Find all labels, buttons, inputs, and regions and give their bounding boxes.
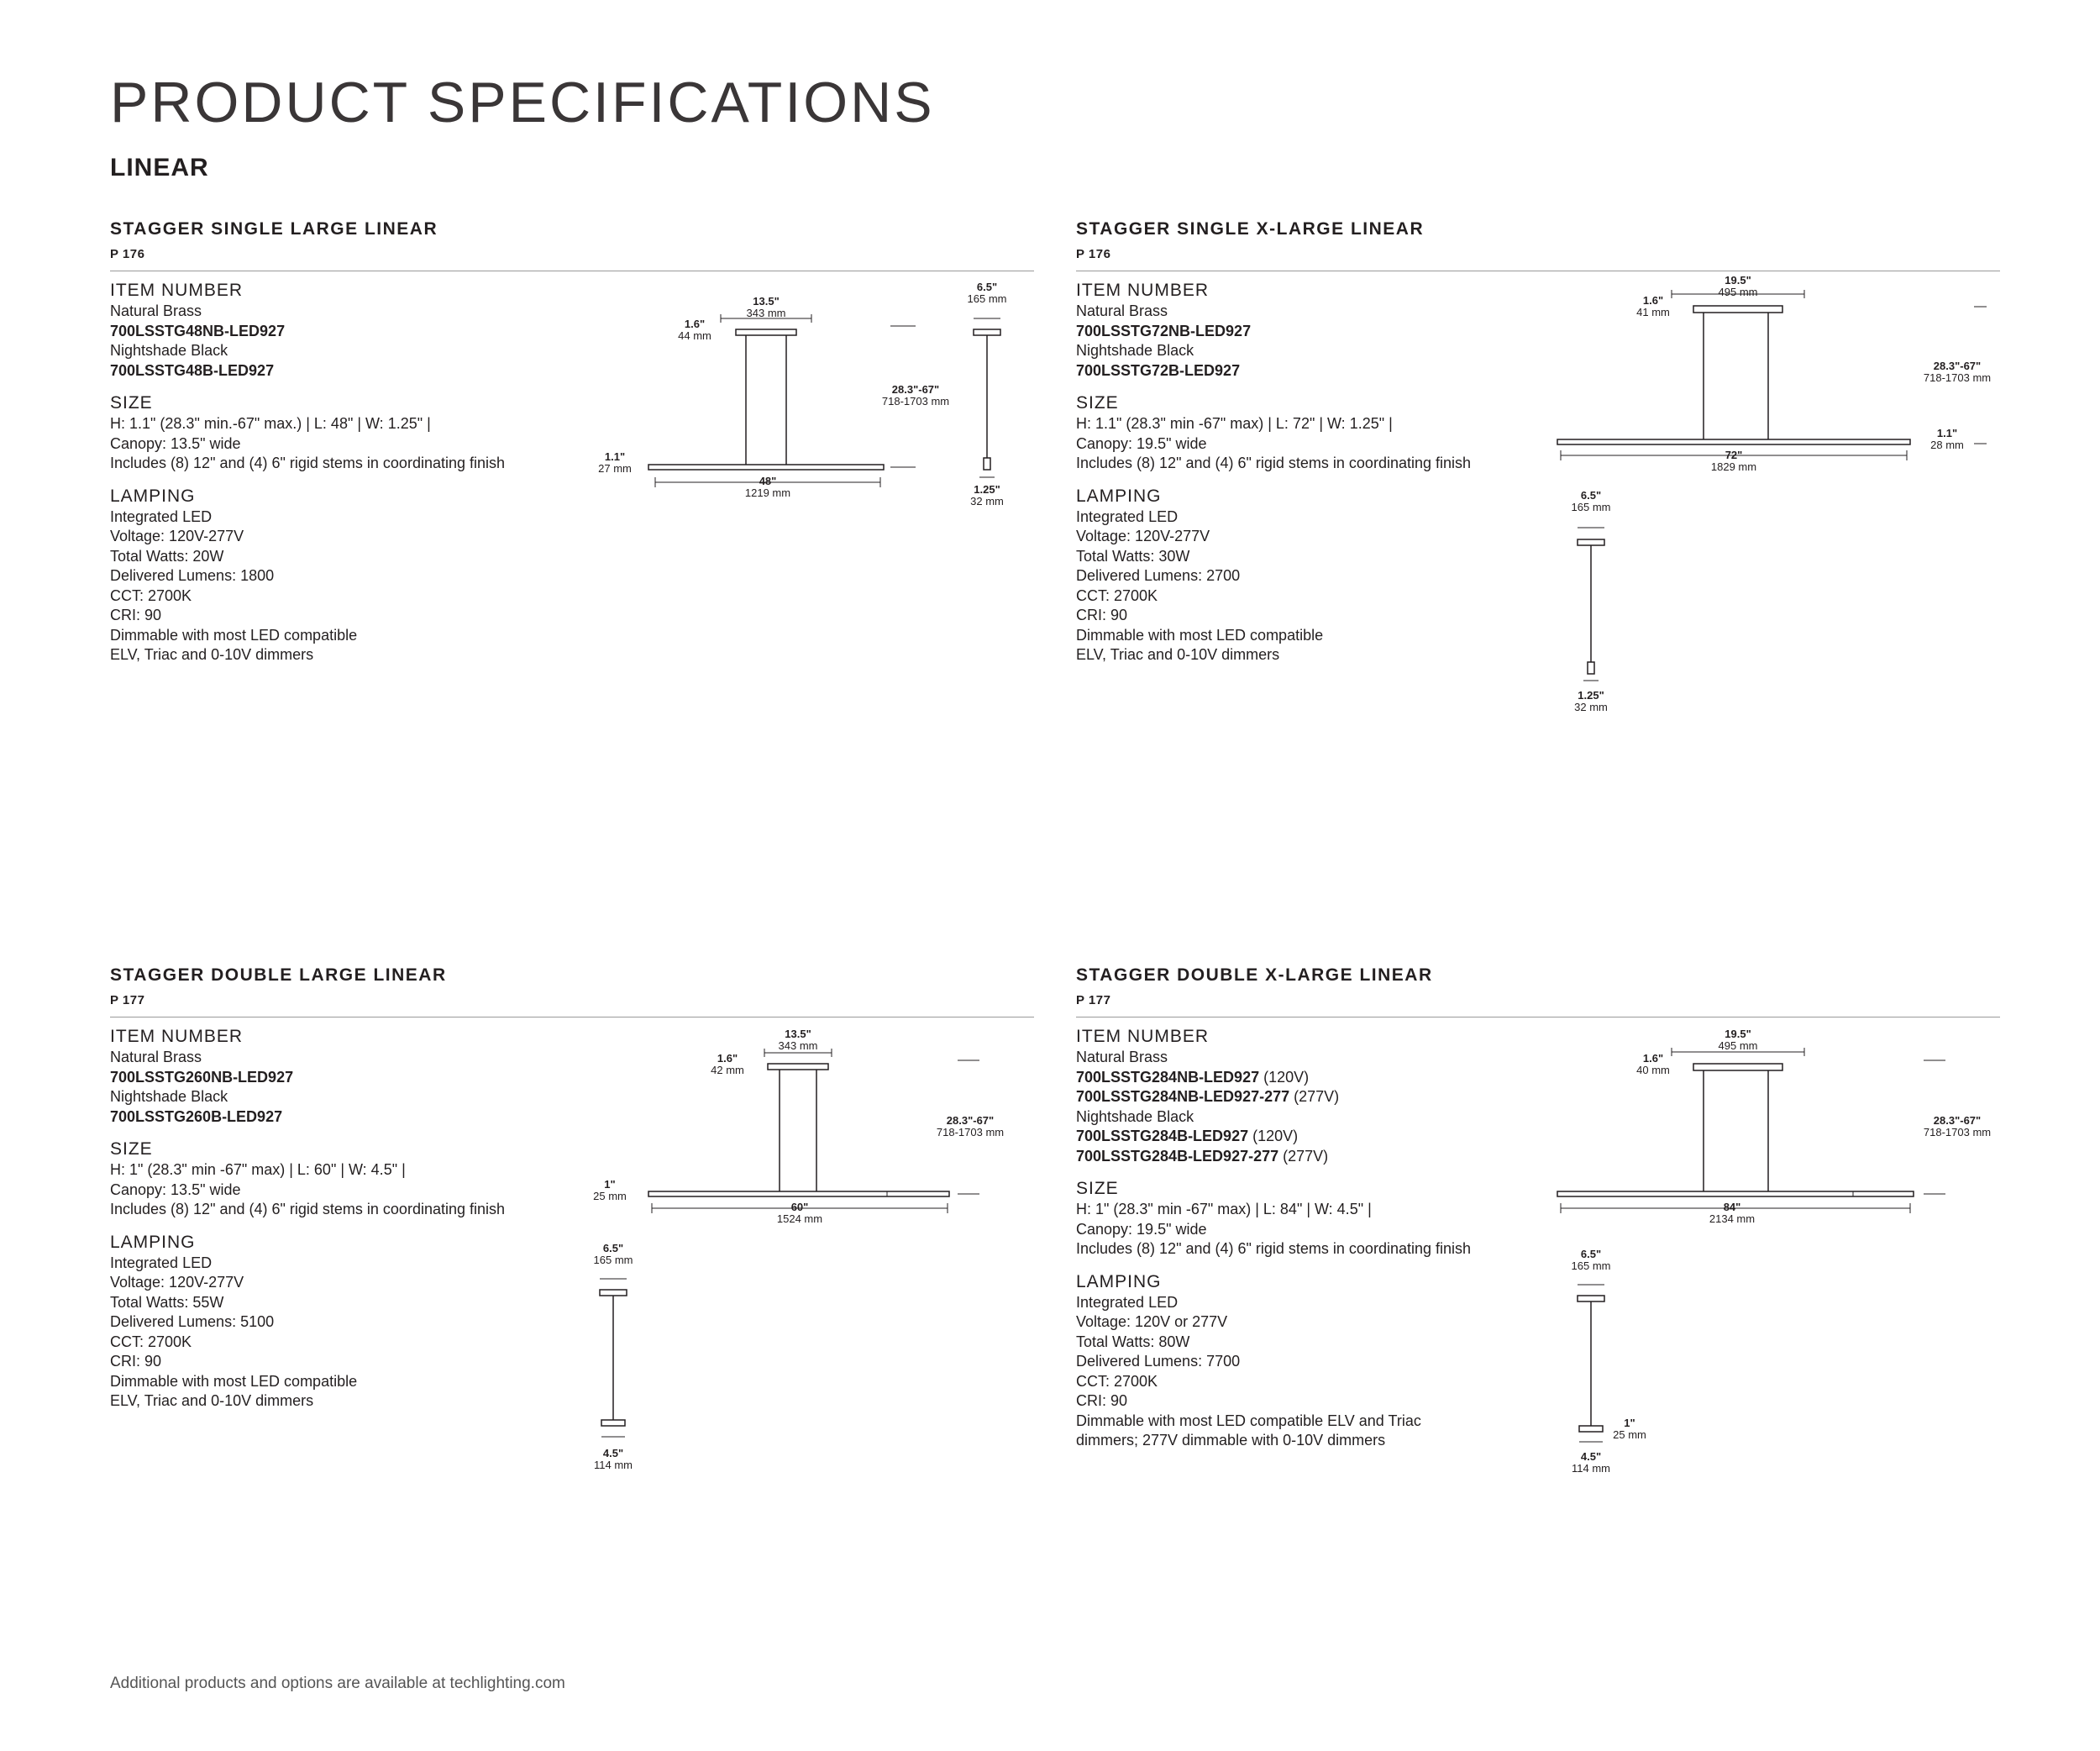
- side-canopy: [600, 1290, 627, 1296]
- footer-note: Additional products and options are available at techlighting.com: [110, 1675, 565, 1692]
- side-width-mm: 114 mm: [1572, 1462, 1610, 1475]
- canopy-height-in: 1.6": [1642, 1052, 1664, 1065]
- model-number: 700LSSTG260B-LED927: [110, 1107, 283, 1125]
- canopy-height-in: 1.6": [684, 318, 706, 330]
- lamping-line: Integrated LED: [110, 1254, 213, 1271]
- size-line: Canopy: 19.5" wide: [1076, 1220, 1207, 1238]
- size-line: H: 1" (28.3" min -67" max) | L: 60" | W: 4.5" |: [110, 1161, 406, 1178]
- side-width-in: 1.25": [1578, 689, 1604, 702]
- lamping-line: dimmers; 277V dimmable with 0-10V dimmers: [1076, 1432, 1386, 1449]
- canopy-dim-in: 19.5": [1725, 274, 1751, 287]
- voltage-note: (277V): [1283, 1147, 1329, 1165]
- lamping-line: CCT: 2700K: [110, 1333, 192, 1350]
- page-subtitle: LINEAR: [110, 154, 209, 181]
- lamping-line: Delivered Lumens: 2700: [1076, 567, 1241, 584]
- lamping-line: ELV, Triac and 0-10V dimmers: [110, 646, 314, 663]
- finish-label: Natural Brass: [1076, 1049, 1168, 1065]
- lamping-line: Voltage: 120V-277V: [110, 528, 244, 544]
- lamping-line: Total Watts: 20W: [110, 547, 224, 565]
- side-bar: [1579, 1426, 1603, 1432]
- bar-height-mm: 25 mm: [1613, 1428, 1646, 1441]
- side-canopy-mm: 165 mm: [593, 1254, 633, 1266]
- lamping-line: CRI: 90: [1076, 607, 1128, 623]
- length-dim-in: 48": [759, 475, 777, 487]
- spec-text: [1076, 1026, 1546, 1451]
- model-number: 700LSSTG284NB-LED927: [1076, 1068, 1260, 1086]
- model-number: 700LSSTG284B-LED927: [1076, 1128, 1249, 1144]
- size-line: Includes (8) 12" and (4) 6" rigid stems in coordinating finish: [1076, 455, 1472, 471]
- side-canopy-mm: 165 mm: [967, 292, 1007, 305]
- length-dim-in: 84": [1723, 1201, 1741, 1213]
- page-reference: P 177: [1076, 993, 1111, 1007]
- lamping-line: CRI: 90: [110, 607, 162, 623]
- lamping-line: ELV, Triac and 0-10V dimmers: [1076, 646, 1280, 663]
- side-canopy-in: 6.5": [1580, 1248, 1602, 1260]
- canopy-shape: [1693, 306, 1782, 313]
- lamping-line: CCT: 2700K: [1076, 586, 1158, 604]
- lamping-line: Total Watts: 30W: [1076, 547, 1190, 565]
- finish-label: Nightshade Black: [110, 1088, 228, 1105]
- canopy-height-mm: 44 mm: [678, 329, 711, 342]
- model-number: 700LSSTG72B-LED927: [1076, 361, 1241, 379]
- canopy-height-mm: 41 mm: [1636, 306, 1670, 318]
- canopy-dim-mm: 343 mm: [778, 1039, 818, 1052]
- side-bar: [1588, 662, 1594, 674]
- size-line: H: 1.1" (28.3" min -67" max) | L: 72" | W: 1.25" |: [1076, 415, 1393, 432]
- side-width-in: 4.5": [602, 1447, 624, 1459]
- side-bar: [601, 1420, 625, 1426]
- voltage-note: (277V): [1294, 1088, 1340, 1105]
- length-dim-mm: 1829 mm: [1710, 460, 1757, 473]
- finish-label: Nightshade Black: [110, 342, 228, 359]
- side-bar: [984, 458, 990, 470]
- lamping-heading: LAMPING: [1076, 486, 1162, 506]
- model-line: [1076, 1127, 1546, 1147]
- canopy-shape: [1693, 1064, 1782, 1070]
- page-reference: P 176: [110, 247, 145, 261]
- item-number-heading: ITEM NUMBER: [1076, 1027, 1209, 1046]
- section-name: STAGGER SINGLE X-LARGE LINEAR: [1076, 219, 1425, 239]
- canopy-dim-in: 19.5": [1725, 1028, 1751, 1040]
- height-dim-in: 28.3"-67": [946, 1114, 995, 1127]
- height-dim-mm: 718-1703 mm: [1923, 371, 1992, 384]
- size-heading: SIZE: [110, 393, 153, 413]
- canopy-height-in: 1.6": [717, 1052, 738, 1065]
- height-dim-mm: 718-1703 mm: [881, 395, 950, 408]
- model-line: [1076, 1068, 1546, 1088]
- lamping-line: CRI: 90: [110, 1353, 162, 1370]
- lamping-line: Voltage: 120V-277V: [110, 1274, 244, 1291]
- lamping-line: ELV, Triac and 0-10V dimmers: [110, 1392, 314, 1409]
- item-number-heading: ITEM NUMBER: [110, 281, 243, 300]
- lamping-heading: LAMPING: [110, 486, 196, 506]
- canopy-dim-in: 13.5": [785, 1028, 811, 1040]
- height-dim-mm: 718-1703 mm: [1923, 1126, 1992, 1138]
- length-dim-mm: 1219 mm: [744, 486, 791, 499]
- fixture-bar: [1557, 1191, 1914, 1196]
- section-name: STAGGER DOUBLE X-LARGE LINEAR: [1076, 965, 1433, 985]
- finish-label: Nightshade Black: [1076, 1107, 1194, 1125]
- lamping-line: Delivered Lumens: 5100: [110, 1313, 275, 1330]
- lamping-line: CCT: 2700K: [110, 586, 192, 604]
- lamping-heading: LAMPING: [1076, 1271, 1162, 1291]
- lamping-line: Voltage: 120V-277V: [1076, 528, 1210, 544]
- finish-label: Natural Brass: [110, 302, 202, 319]
- canopy-shape: [768, 1064, 828, 1070]
- size-line: Canopy: 13.5" wide: [110, 434, 241, 452]
- spec-text: [110, 280, 580, 665]
- fixture-bar: [648, 1191, 949, 1196]
- lamping-line: Total Watts: 80W: [1076, 1333, 1190, 1350]
- bar-height-in: 1.1": [604, 450, 626, 463]
- side-width-mm: 32 mm: [970, 495, 1004, 507]
- model-number: 700LSSTG48B-LED927: [110, 361, 275, 379]
- length-dim-mm: 2134 mm: [1709, 1212, 1756, 1225]
- fixture-bar: [1557, 439, 1910, 444]
- side-width-in: 1.25": [974, 483, 1000, 496]
- size-line: Includes (8) 12" and (4) 6" rigid stems in coordinating finish: [1076, 1240, 1472, 1257]
- finish-label: Nightshade Black: [1076, 342, 1194, 359]
- lamping-line: Dimmable with most LED compatible: [110, 1372, 358, 1390]
- canopy-height-in: 1.6": [1642, 294, 1664, 307]
- side-width-mm: 114 mm: [594, 1459, 633, 1471]
- section-name: STAGGER SINGLE LARGE LINEAR: [110, 219, 438, 239]
- side-canopy: [1578, 1296, 1604, 1301]
- size-heading: SIZE: [110, 1139, 153, 1159]
- side-width-in: 4.5": [1580, 1450, 1602, 1463]
- voltage-note: (120V): [1263, 1068, 1310, 1086]
- height-dim-in: 28.3"-67": [1933, 360, 1982, 372]
- side-canopy-mm: 165 mm: [1571, 501, 1611, 513]
- item-number-heading: ITEM NUMBER: [110, 1027, 243, 1046]
- side-canopy-mm: 165 mm: [1571, 1259, 1611, 1272]
- model-number: 700LSSTG284B-LED927-277: [1076, 1147, 1279, 1165]
- size-line: H: 1" (28.3" min -67" max) | L: 84" | W: 4.5" |: [1076, 1201, 1372, 1217]
- canopy-height-mm: 40 mm: [1636, 1064, 1670, 1076]
- height-dim-mm: 718-1703 mm: [936, 1126, 1005, 1138]
- page-title: PRODUCT SPECIFICATIONS: [110, 71, 935, 134]
- page-reference: P 177: [110, 993, 145, 1007]
- lamping-line: Dimmable with most LED compatible: [1076, 626, 1324, 644]
- height-dim-in: 28.3"-67": [891, 383, 940, 396]
- section-name: STAGGER DOUBLE LARGE LINEAR: [110, 965, 447, 985]
- side-canopy: [974, 329, 1000, 335]
- length-dim-in: 72": [1725, 449, 1743, 461]
- length-dim-in: 60": [790, 1201, 809, 1213]
- length-dim-mm: 1524 mm: [776, 1212, 823, 1225]
- lamping-line: Delivered Lumens: 1800: [110, 567, 275, 584]
- side-canopy: [1578, 539, 1604, 545]
- fixture-drawing-double-large: [588, 1025, 1025, 1479]
- spec-text: [1076, 280, 1546, 665]
- size-line: Canopy: 13.5" wide: [110, 1180, 241, 1198]
- fixture-drawing-double-x-large: [1554, 1025, 2008, 1487]
- fixture-drawing-single-large: [588, 277, 1025, 521]
- lamping-line: Integrated LED: [1076, 507, 1179, 525]
- spec-text: [110, 1026, 580, 1412]
- lamping-line: Total Watts: 55W: [110, 1293, 224, 1311]
- fixture-bar: [648, 465, 884, 470]
- lamping-line: Voltage: 120V or 277V: [1076, 1313, 1228, 1330]
- bar-height-mm: 28 mm: [1930, 439, 1964, 451]
- lamping-line: Dimmable with most LED compatible: [110, 626, 358, 644]
- bar-height-in: 1": [604, 1178, 616, 1191]
- model-line: [1076, 1087, 1546, 1107]
- side-width-mm: 32 mm: [1574, 701, 1608, 713]
- bar-height-in: 1.1": [1936, 427, 1958, 439]
- model-number: 700LSSTG72NB-LED927: [1076, 322, 1252, 339]
- canopy-dim-mm: 343 mm: [746, 307, 786, 319]
- height-dim-in: 28.3"-67": [1933, 1114, 1982, 1127]
- voltage-note: (120V): [1252, 1128, 1299, 1144]
- size-line: Includes (8) 12" and (4) 6" rigid stems in coordinating finish: [110, 455, 506, 471]
- page-reference: P 176: [1076, 247, 1111, 261]
- bar-height-mm: 25 mm: [593, 1190, 627, 1202]
- bar-height-mm: 27 mm: [598, 462, 632, 475]
- canopy-dim-in: 13.5": [753, 295, 780, 308]
- side-canopy-in: 6.5": [1580, 489, 1602, 502]
- canopy-dim-mm: 495 mm: [1718, 286, 1758, 298]
- model-number: 700LSSTG260NB-LED927: [110, 1068, 294, 1086]
- lamping-line: Dimmable with most LED compatible ELV and Triac: [1076, 1412, 1421, 1429]
- model-number: 700LSSTG48NB-LED927: [110, 322, 286, 339]
- size-line: Canopy: 19.5" wide: [1076, 434, 1207, 452]
- size-heading: SIZE: [1076, 1179, 1119, 1198]
- size-line: H: 1.1" (28.3" min.-67" max.) | L: 48" | W: 1.25" |: [110, 415, 431, 432]
- lamping-line: CRI: 90: [1076, 1392, 1128, 1409]
- bar-height-in: 1": [1624, 1417, 1635, 1429]
- model-line: [1076, 1147, 1546, 1167]
- side-canopy-in: 6.5": [976, 281, 998, 293]
- lamping-heading: LAMPING: [110, 1232, 196, 1252]
- model-number: 700LSSTG284NB-LED927-277: [1076, 1088, 1290, 1105]
- lamping-line: CCT: 2700K: [1076, 1372, 1158, 1390]
- side-canopy-in: 6.5": [602, 1242, 624, 1254]
- canopy-height-mm: 42 mm: [711, 1064, 744, 1076]
- canopy-dim-mm: 495 mm: [1718, 1039, 1758, 1052]
- size-heading: SIZE: [1076, 393, 1119, 413]
- item-number-heading: ITEM NUMBER: [1076, 281, 1209, 300]
- finish-label: Natural Brass: [1076, 302, 1168, 319]
- lamping-line: Integrated LED: [1076, 1293, 1179, 1311]
- finish-label: Natural Brass: [110, 1049, 202, 1065]
- lamping-line: Delivered Lumens: 7700: [1076, 1353, 1241, 1370]
- fixture-drawing-single-x-large: [1554, 269, 2008, 723]
- lamping-line: Integrated LED: [110, 507, 213, 525]
- size-line: Includes (8) 12" and (4) 6" rigid stems in coordinating finish: [110, 1201, 506, 1217]
- canopy-shape: [736, 329, 796, 335]
